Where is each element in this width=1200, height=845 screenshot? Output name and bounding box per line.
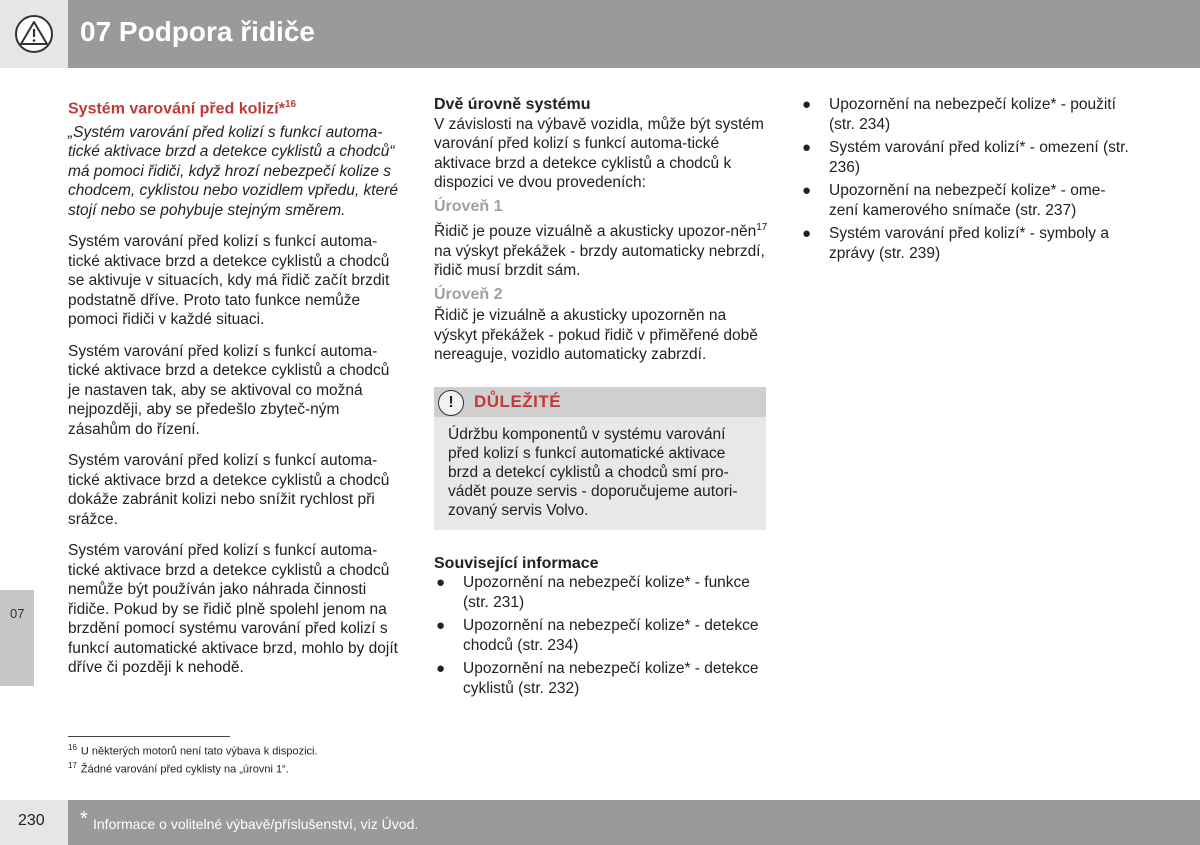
column-2: [434, 95, 769, 702]
related-link[interactable]: [800, 224, 1130, 263]
related-link-text[interactable]: Upozornění na nebezpečí kolize* - ome-zení kamerového snímače (str. 237): [829, 182, 1106, 219]
related-link[interactable]: [434, 659, 769, 698]
related-link[interactable]: [434, 616, 769, 655]
bullet-icon: ●: [436, 574, 446, 592]
related-link-text[interactable]: Upozornění na nebezpečí kolize* - použití (str. 234): [829, 96, 1116, 133]
section-title: [68, 95, 403, 119]
related-info-title: Související informace: [434, 554, 599, 572]
bullet-icon: ●: [436, 617, 446, 635]
bullet-icon: ●: [436, 660, 446, 678]
exclamation-icon: !: [438, 390, 464, 416]
footnote-16: [68, 741, 318, 759]
footnote-17: [68, 759, 318, 777]
warning-triangle-icon: [14, 14, 54, 54]
related-link-text[interactable]: Systém varování před kolizí* - symboly a zprávy (str. 239): [829, 225, 1109, 262]
page-number: 230: [18, 812, 45, 829]
body-paragraph: Systém varování před kolizí s funkcí automa-tické aktivace brzd a detekce cyklistů a chodců nemůže být používán jako náhrada činnosti řidiče. Pokud by se řidič plně spolehl jenom na brzdění pomocí systému varování před kolizí s funkcí automatické aktivace brzd, mohlo by dojít dříve či později k nehodě.: [68, 542, 398, 677]
bullet-icon: ●: [802, 96, 812, 113]
footnote-number: 16: [68, 743, 77, 752]
level-1-text-b: na výskyt překážek - brzdy automaticky nebrzdí, řidič musí brzdit sám.: [434, 242, 765, 280]
related-link-text[interactable]: Upozornění na nebezpečí kolize* - detekce chodců (str. 234): [463, 617, 759, 654]
footnote-text: U některých motorů není tato výbava k dispozici.: [80, 745, 318, 758]
footnote-text: Žádné varování před cyklisty na „úrovni 1“.: [80, 763, 289, 776]
important-header: [434, 387, 766, 417]
footer-note: Informace o volitelné výbavě/příslušenství, viz Úvod.: [93, 816, 419, 832]
important-box: [434, 387, 766, 530]
footnotes: [68, 741, 318, 776]
important-title: DŮLEŽITÉ: [474, 391, 562, 411]
bullet-icon: ●: [802, 225, 812, 242]
level-1-text-a: Řidič je pouze vizuálně a akusticky upozor-něn: [434, 223, 757, 241]
header-icon-box: [0, 0, 68, 68]
related-links-continued: [800, 95, 1130, 263]
footnote-divider: [68, 736, 230, 737]
page-title: 07 Podpora řidiče: [80, 16, 315, 47]
bullet-icon: ●: [802, 182, 812, 199]
chapter-tab: [0, 590, 34, 686]
level-1-text: [434, 218, 769, 281]
chapter-tab-label: 07: [10, 606, 25, 621]
related-link[interactable]: [800, 138, 1130, 177]
important-text: Údržbu komponentů v systému varování před kolizí s funkcí automatické aktivace brzd a detekcí cyklistů a chodců smí pro-vádět pouze servis - doporučujeme autori-zovaný servis Volvo.: [448, 425, 738, 519]
body-paragraph: Systém varování před kolizí s funkcí automa-tické aktivace brzd a detekce cyklistů a chodců se aktivuje v situacích, kdy má řidič začít brzdit podstatně dříve. Proto tato funkce nemůže pomoci řidiči v každé situaci.: [68, 233, 390, 329]
footnote-ref-17: 17: [756, 222, 768, 233]
section-title-text: Systém varování před kolizí*: [68, 100, 285, 118]
column-3: [800, 95, 1130, 267]
intro-paragraph: „Systém varování před kolizí s funkcí automa-tické aktivace brzd a detekce cyklistů a chodců“ má pomoci řidiči, když hrozí nebezpečí kolize s chodcem, cyklistou nebo vozidlem vpředu, které stojí nebo se pohybuje stejným směrem.: [68, 123, 398, 219]
bullet-icon: ●: [802, 139, 812, 156]
asterisk-icon: *: [80, 808, 88, 830]
related-link-text[interactable]: Upozornění na nebezpečí kolize* - funkce (str. 231): [463, 574, 750, 611]
body-paragraph: Systém varování před kolizí s funkcí automa-tické aktivace brzd a detekce cyklistů a chodců je nastaven tak, aby se aktivoval co možná nejpozději, aby se předešlo zbyteč-ným zásahům do řízení.: [68, 342, 390, 438]
body-paragraph: V závislosti na výbavě vozidla, může být systém varování před kolizí s funkcí automa-tické aktivace brzd a detekce cyklistů a chodců k dispozici ve dvou provedeních:: [434, 115, 764, 191]
footnote-ref-16: 16: [284, 99, 297, 110]
column-1: [68, 95, 403, 690]
related-link[interactable]: [800, 95, 1130, 134]
level-2-text: Řidič je vizuálně a akusticky upozorněn na výskyt překážek - pokud řidič v přiměřené době nereaguje, vozidlo automaticky zabrzdí.: [434, 307, 758, 364]
related-link[interactable]: [434, 573, 769, 612]
body-paragraph: Systém varování před kolizí s funkcí automa-tické aktivace brzd a detekce cyklistů a chodců dokáže zabránit kolizi nebo snížit rychlost při srážce.: [68, 452, 390, 528]
level-2-title: Úroveň 2: [434, 285, 503, 303]
subsection-title: Dvě úrovně systému: [434, 96, 591, 113]
related-link-text[interactable]: Upozornění na nebezpečí kolize* - detekce cyklistů (str. 232): [463, 660, 759, 697]
related-link-text[interactable]: Systém varování před kolizí* - omezení (str. 236): [829, 139, 1129, 176]
footnote-number: 17: [68, 760, 77, 770]
related-links: [434, 573, 769, 698]
level-1-title: Úroveň 1: [434, 197, 503, 215]
related-link[interactable]: [800, 181, 1130, 220]
